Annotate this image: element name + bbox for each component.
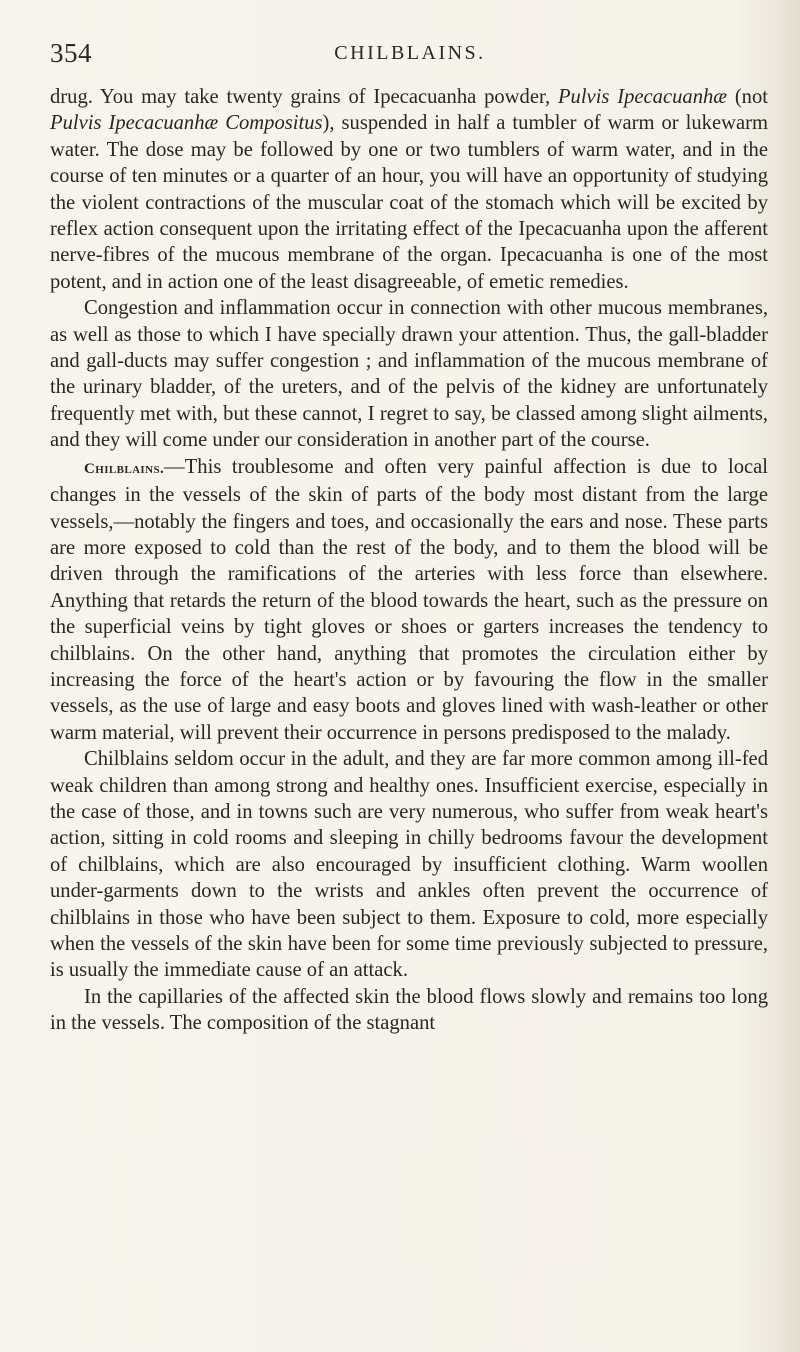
paragraph-text: (not (727, 86, 768, 108)
paragraph-emetic-dose (50, 84, 768, 295)
paragraph-chilblains-occurrence: Chilblains seldom occur in the adult, and they are far more common among ill-fed weak children than among strong and healthy ones. Insufficient exercise, especially in the case of those, and in towns such are very numerous, who suffer from weak heart's action, sitting in cold rooms and sleeping in chilly bedrooms favour the development of chilblains, which are also encouraged by insufficient clothing. Warm woollen under-garments down to the wrists and ankles often prevent the occurrence of chilblains in those who have been subject to them. Exposure to cold, more especially when the vessels of the skin have been for some time previously subjected to pressure, is usually the immediate cause of an attack. (50, 748, 768, 982)
body-text (50, 84, 768, 1037)
paragraph-text: —This troublesome and often very painful affection is due to local changes in the vessels of the skin of parts of the body most distant from the large vessels,—notably the fingers and toes, and occasionally the ears and nose. These parts are more exposed to cold than the rest of the body, and to them the blood will be driven through the ramifications of the arteries with less force than elsewhere. Anything that retards the return of the blood towards the heart, such as the pressure on the superficial veins by tight gloves or shoes or garters increases the tendency to chilblains. On the other hand, anything that promotes the circulation either by increasing the force of the heart's action or by favouring the flow in the smaller vessels, as the use of large and easy boots and gloves lined with wash-leather or other warm material, will prevent their occurrence in persons predisposed to the malady. (50, 455, 768, 744)
paragraph-text: drug. You may take twenty grains of Ipecacuanha powder, (50, 86, 558, 108)
running-head: CHILBLAINS. (334, 42, 486, 64)
paragraph-text: ), suspended in half a tumbler of warm or lukewarm water. The dose may be followed by one or two tumblers of warm water, and in the course of ten minutes or a quarter of an hour, you will have an opportunity of studying the violent contractions of the muscular coat of the stomach which will be excited by reflex action consequent upon the irritating effect of the Ipecacuanha upon the afferent nerve-fibres of the mucous membrane of the organ. Ipecacuanha is one of the most potent, and in action one of the least disagreeable, of emetic remedies. (50, 112, 768, 293)
italic-latin-term: Pulvis Ipecacuanhæ (557, 86, 728, 108)
page-header (50, 38, 770, 72)
section-heading-chilblains: Chilblains. (84, 460, 165, 477)
paragraph-capillaries: In the capillaries of the affected skin the blood flows slowly and remains too long in the vessels. The composition of the stagnant (50, 985, 768, 1035)
paragraph-congestion: Congestion and inflammation occur in connection with other mucous membranes, as well as those to which I have specially drawn your attention. Thus, the gall-bladder and gall-ducts may suffer congestion ; and inflammation of the mucous membrane of the urinary bladder, of the ureters, and of the pelvis of the kidney are unfortunately frequently met with, but these cannot, I regret to say, be classed among slight ailments, and they will come under our consideration in another part of the course. (50, 297, 768, 452)
page-number: 354 (50, 38, 92, 68)
italic-latin-term: Pulvis Ipecacuanhæ Compositus (50, 112, 323, 135)
paragraph-chilblains (50, 454, 768, 746)
